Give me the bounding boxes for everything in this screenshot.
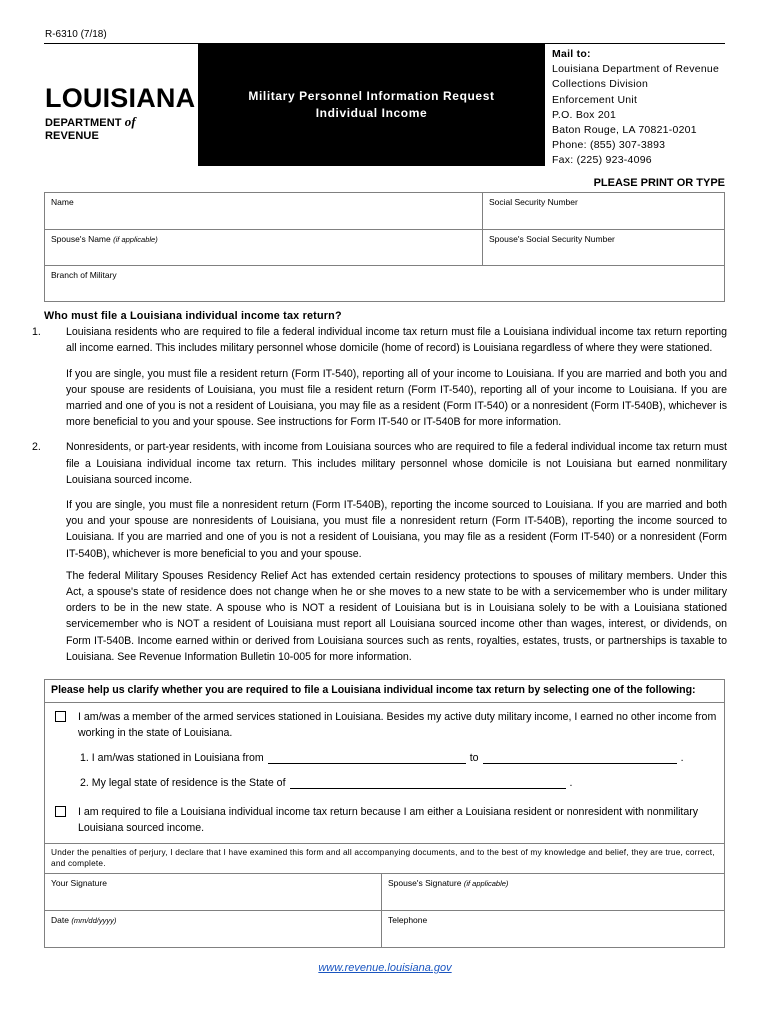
spouse-signature-field[interactable]: [382, 874, 724, 910]
info-row-spouse: [45, 229, 724, 265]
logo-sub-of: of: [124, 114, 136, 129]
mail-line: Baton Rouge, LA 70821-0201: [552, 124, 697, 137]
divider: [45, 702, 724, 703]
instructions: [32, 308, 727, 665]
logo-main-text: LOUISIANA: [45, 83, 196, 113]
stationed-to-label: to: [469, 752, 479, 764]
ssn-label: Social Security Number: [489, 197, 578, 207]
stationed-from-field[interactable]: [268, 753, 466, 764]
option-required-to-file: [55, 804, 718, 836]
logo-sub-right: REVENUE: [45, 130, 99, 142]
spouse-name-label: Spouse's Name: [51, 234, 111, 244]
form-title-line1: Military Personnel Information Request: [248, 88, 495, 103]
your-signature-field[interactable]: [45, 874, 382, 910]
ssn-field[interactable]: [483, 193, 724, 229]
instruction-paragraph: If you are single, you must file a resident return (Form IT-540), reporting all of your income to Louisiana. If you are married and both you and your spouse are residents of Louisiana, you must file a resident return (Form IT-540), reporting all of your income to Louisiana. If you are married and one of you is not a resident of Louisiana, you may file as a resident (Form IT-540) or a nonresident (Form IT-540B), whichever is more beneficial to you and your spouse. See instructions for Form IT-540 or IT-540B for more information.: [66, 367, 727, 429]
period: .: [569, 777, 573, 789]
option-armed-services: [55, 709, 718, 741]
item-number: 1.: [32, 326, 41, 339]
residence-label: 2. My legal state of residence is the State of: [80, 777, 286, 789]
instruction-paragraph: If you are single, you must file a nonresident return (Form IT-540B), reporting the income sourced to Louisiana. If you are married and both you and your spouse are nonresidents of Louisiana, you must file a nonresident return (Form IT-540B), reporting the income sourced to Louisiana. If you are married and one of you is not a resident of Louisiana, you may file as a resident (Form IT-540) or a nonresident (Form IT-540B), whichever is more beneficial to you and your spouse.: [66, 499, 727, 560]
date-label: Date: [51, 915, 69, 925]
personal-info-grid: [44, 192, 725, 302]
instructions-heading: Who must file a Louisiana individual income tax return?: [44, 310, 342, 322]
item-text: Nonresidents, or part-year residents, with income from Louisiana sources who are required to file a federal individual income tax return must file a Louisiana individual income tax return. This includes military personnel whose domicile is not Louisiana but earned nonmilitary Louisiana sourced income.: [66, 441, 727, 486]
form-title-line2: Individual Income: [315, 105, 428, 120]
logo-sub-left: DEPARTMENT: [45, 117, 122, 129]
instruction-paragraph: The federal Military Spouses Residency Relief Act has extended certain residency protections to spouses of military members. Under this Act, a spouse's state of residence does not change when he or she moves to a new state to be with a servicemember who is under military orders to be in the new state. A spouse who is NOT a resident of Louisiana but is in Louisiana solely to be with a Louisiana stationed servicemember who is NOT a resident of Louisiana must report all Louisiana sourced income other than wages, interest, or dividends, on Form IT-540B. Income earned within or derived from Louisiana sources such as rents, royalties, estates, trusts, or partnerships is taxable to Louisiana. See Revenue Information Bulletin 10-005 for more information.: [66, 569, 727, 663]
mail-to-address: [552, 47, 730, 169]
spouse-name-field[interactable]: [45, 230, 483, 265]
spouse-name-note: (if applicable): [113, 235, 158, 244]
form-id: R-6310 (7/18): [45, 29, 107, 40]
legal-residence-line: [80, 777, 572, 789]
mail-line: P.O. Box 201: [552, 108, 617, 121]
item-text: Louisiana residents who are required to file a federal individual income tax return must file a Louisiana individual income tax return reporting all income earned. This includes military personnel whose domicile (home of record) is Louisiana regardless of where they were stationed.: [66, 326, 727, 355]
spouse-signature-note: (if applicable): [463, 879, 509, 888]
your-signature-label: Your Signature: [51, 878, 107, 888]
telephone-label: Telephone: [388, 915, 428, 925]
logo-sub-text: [45, 114, 191, 142]
stationed-to-field[interactable]: [483, 753, 677, 764]
instruction-item-2: [32, 439, 727, 488]
spouse-signature-label: Spouse's Signature: [388, 878, 462, 888]
website-link[interactable]: www.revenue.louisiana.gov: [318, 962, 452, 974]
perjury-statement: Under the penalties of perjury, I declare that I have examined this form and all accompanying documents, and to the best of my knowledge and belief, they are true, correct, and complete.: [45, 843, 724, 872]
clarify-heading: Please help us clarify whether you are required to file a Louisiana individual income tax return by selecting one of the following:: [51, 684, 696, 696]
signature-row: [45, 873, 724, 910]
name-label: Name: [51, 197, 74, 207]
armed-services-checkbox[interactable]: [55, 711, 66, 722]
date-field[interactable]: [45, 911, 382, 947]
period: .: [680, 752, 684, 764]
mail-line: Collections Division: [552, 78, 649, 91]
logo: [45, 83, 196, 142]
clarify-section: [44, 679, 725, 948]
option-text: I am/was a member of the armed services stationed in Louisiana. Besides my active duty military income, I earned no other income from working in the state of Louisiana.: [78, 711, 717, 739]
spouse-ssn-field[interactable]: [483, 230, 724, 265]
spouse-ssn-label: Spouse's Social Security Number: [489, 234, 615, 244]
print-note: PLEASE PRINT OR TYPE: [593, 177, 725, 189]
name-field[interactable]: [45, 193, 483, 229]
stationed-label: 1. I am/was stationed in Louisiana from: [80, 752, 264, 764]
item-number: 2.: [32, 441, 41, 454]
date-phone-row: [45, 910, 724, 947]
info-row-branch: [45, 265, 724, 301]
form-title-block: [198, 43, 545, 166]
date-format-note: (mm/dd/yyyy): [71, 916, 117, 925]
mail-heading: Mail to:: [552, 48, 591, 60]
telephone-field[interactable]: [382, 911, 724, 947]
mail-line: Fax: (225) 923-4096: [552, 154, 652, 167]
stationed-dates-line: [80, 752, 684, 764]
mail-line: Louisiana Department of Revenue: [552, 63, 720, 76]
branch-field[interactable]: [45, 266, 724, 301]
info-row-name: [45, 193, 724, 229]
residence-state-field[interactable]: [290, 778, 566, 789]
mail-line: Phone: (855) 307-3893: [552, 139, 666, 152]
instruction-item-1: [32, 324, 727, 356]
required-to-file-checkbox[interactable]: [55, 806, 66, 817]
option-text: I am required to file a Louisiana individual income tax return because I am either a Louisiana resident or nonresident with nonmilitary Louisiana sourced income.: [78, 806, 699, 834]
branch-label: Branch of Military: [51, 270, 117, 280]
mail-line: Enforcement Unit: [552, 93, 638, 106]
